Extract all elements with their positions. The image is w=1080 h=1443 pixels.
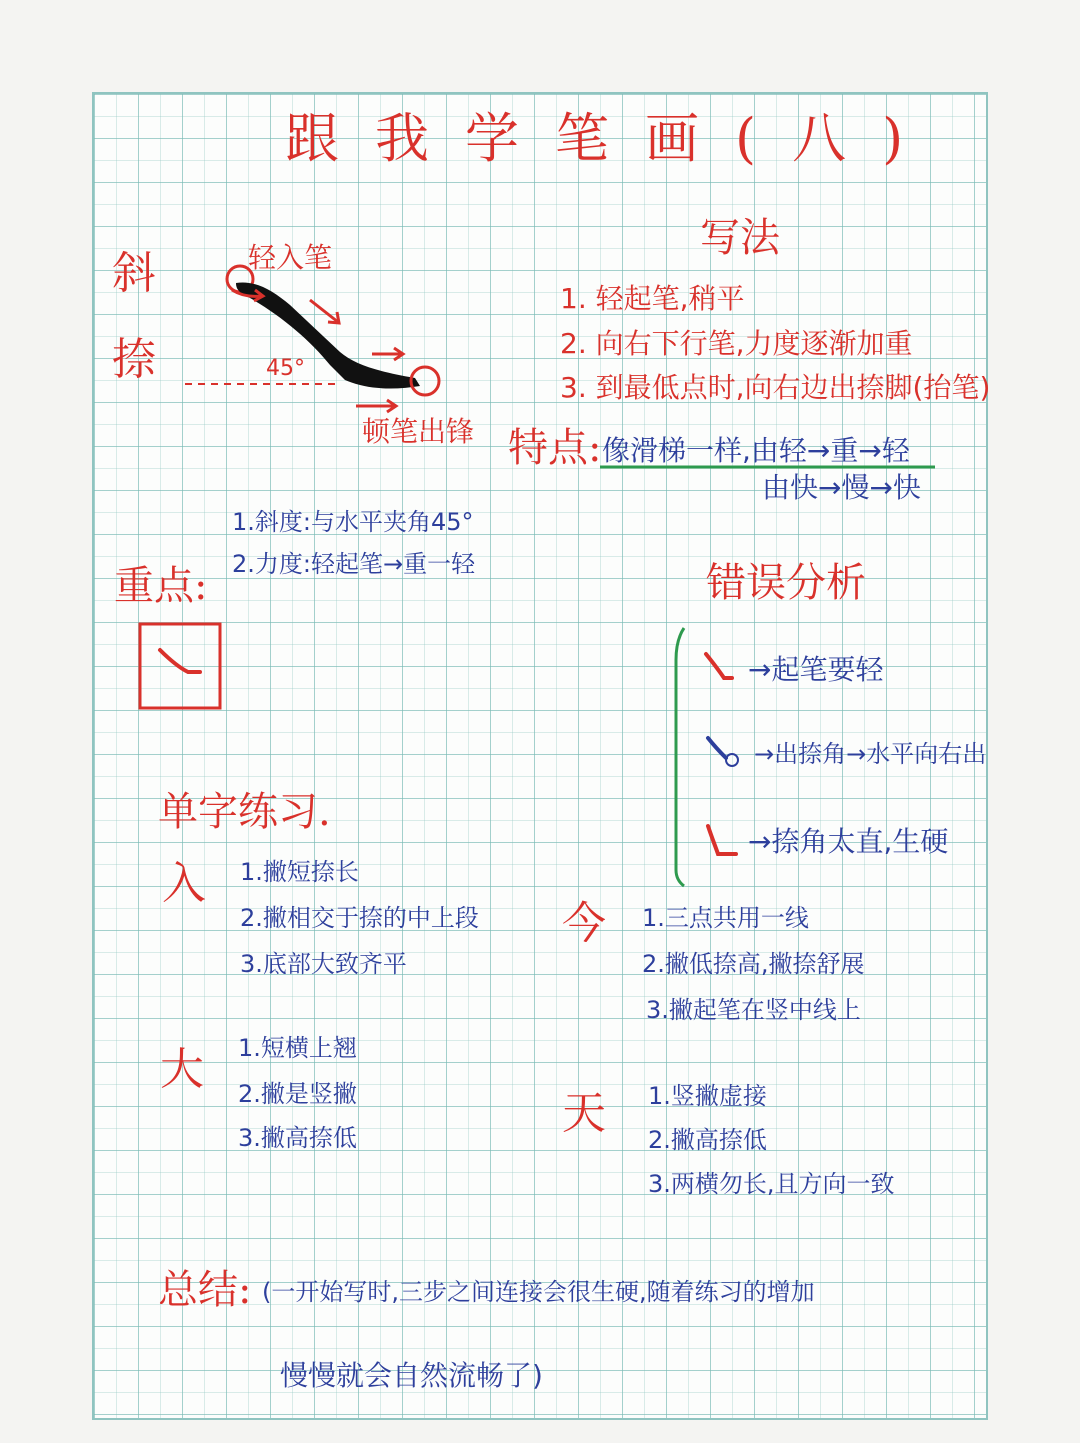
practice-char-ru: 入 [162,858,206,909]
summary-line-2: 慢慢就会自然流畅了) [280,1359,543,1392]
key-point-1: 1.斜度:与水平夹角45° [232,508,474,536]
label-start: 轻入笔 [248,241,333,274]
practice-jin-note-1: 1.三点共用一线 [642,904,809,932]
feature-line-1: 像滑梯一样,由轻→重→轻 [602,434,910,467]
label-end: 顿笔出锋 [362,415,475,448]
practice-char-tian: 天 [562,1088,606,1139]
practice-heading: 单字练习. [158,789,331,835]
error-item-1: →起笔要轻 [748,653,884,686]
key-points-label: 重点: [114,563,208,609]
summary-line-1: (一开始写时,三步之间连接会很生硬,随着练习的增加 [262,1278,815,1306]
key-point-2: 2.力度:轻起笔→重一轻 [232,550,476,578]
practice-jin-note-2: 2.撇低捺高,撇捺舒展 [642,950,865,978]
practice-da-note-2: 2.撇是竖撇 [238,1080,357,1108]
practice-tian-note-3: 3.两横勿长,且方向一致 [648,1170,895,1198]
practice-ru-note-2: 2.撇相交于捺的中上段 [240,904,479,932]
practice-tian-note-1: 1.竖撇虚接 [648,1082,767,1110]
feature-label: 特点: [508,425,602,471]
stroke-name-char-1: 斜 [112,248,156,299]
practice-tian-note-2: 2.撇高捺低 [648,1126,767,1154]
practice-jin-note-3: 3.撇起笔在竖中线上 [646,996,861,1024]
practice-ru-note-1: 1.撇短捺长 [240,858,359,886]
error-item-2: →出捺角→水平向右出 [754,740,987,768]
label-angle: 45° [266,356,305,381]
method-heading: 写法 [700,215,780,261]
method-step-1: 1. 轻起笔,稍平 [560,282,745,315]
stroke-name-char-2: 捺 [112,334,156,385]
practice-char-da: 大 [160,1044,204,1095]
summary-label: 总结: [158,1267,252,1313]
method-step-2: 2. 向右下行笔,力度逐渐加重 [560,327,913,360]
practice-char-jin: 今 [562,898,606,949]
feature-line-2: 由快→慢→快 [762,471,921,504]
practice-da-note-3: 3.撇高捺低 [238,1124,357,1152]
practice-da-note-1: 1.短横上翘 [238,1034,357,1062]
error-heading: 错误分析 [706,560,866,606]
practice-ru-note-3: 3.底部大致齐平 [240,950,407,978]
page-title: 跟我学笔画(八) [285,107,940,170]
method-step-3: 3. 到最低点时,向右边出捺脚(抬笔) [560,371,991,404]
error-item-3: →捺角太直,生硬 [748,825,949,858]
